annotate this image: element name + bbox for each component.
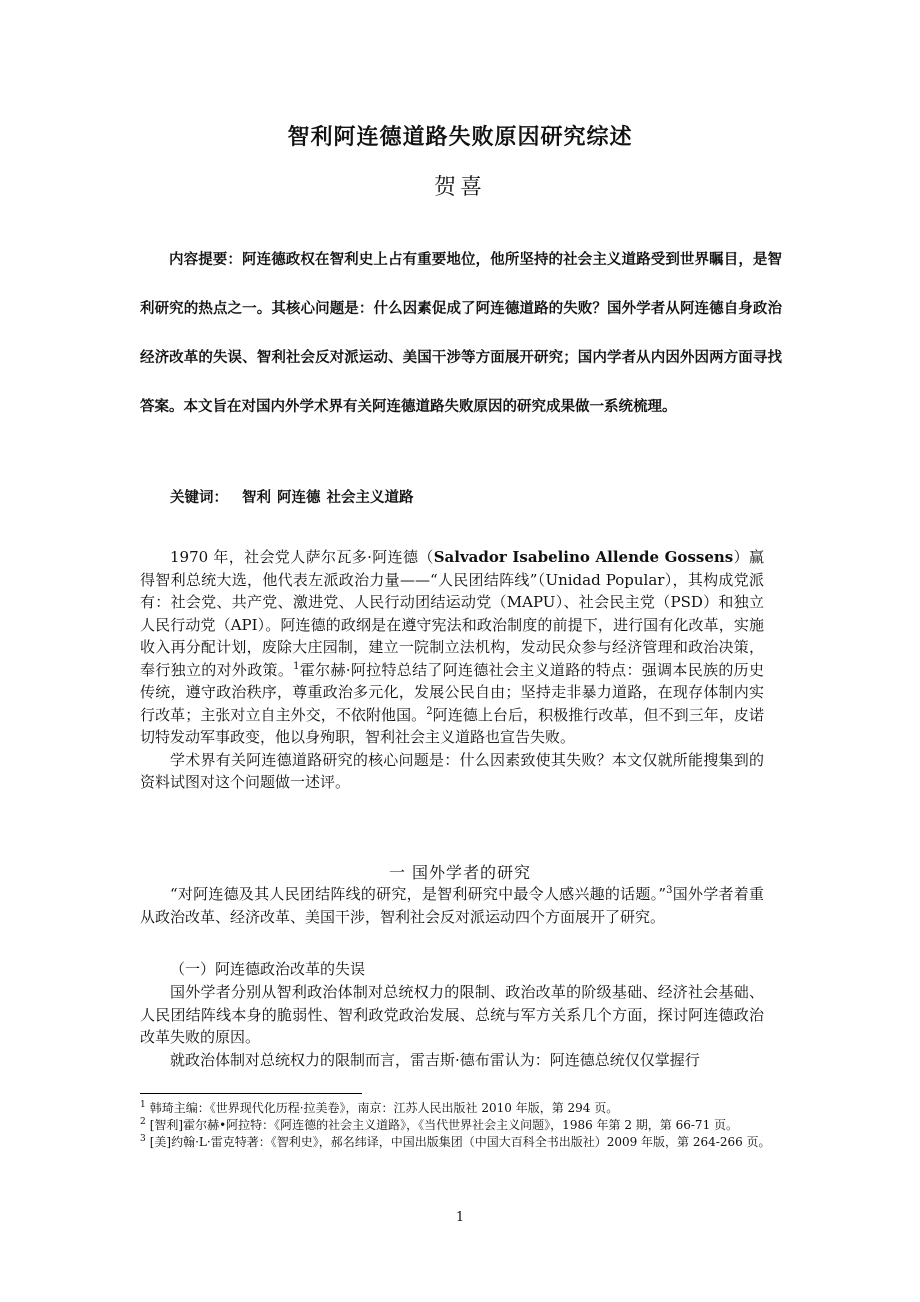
document-title: 智利阿连德道路失败原因研究综述	[287, 125, 633, 150]
intro-paragraph-1	[140, 546, 764, 749]
subsection-heading-1: （一）阿连德政治改革的失误	[170, 960, 366, 978]
keywords-label: 关键词：	[170, 490, 228, 506]
footnote-number: 2	[140, 1117, 146, 1127]
footnote-1	[140, 1100, 782, 1117]
page-number: 1	[455, 1210, 465, 1225]
footnote-ref-2: 2	[426, 705, 433, 717]
footnote-text: [智利]霍尔赫•阿拉特：《阿连德的社会主义道路》，《当代世界社会主义问题》，1986 年第 2 期，第 66-71 页。	[149, 1118, 739, 1132]
text-run: 国外学者着重从政治改革、经济改革、美国干涉，智利社会反对派运动四个方面展开了研究。	[140, 885, 764, 926]
text-run: ）赢得智利总统大选，他代表左派政治力量——“人民团结阵线”（Unidad Popular），其构成党派有：社会党、共产党、激进党、人民行动团结运动党（MAPU）、社会民主党（PSD）和独立人民行动党（API）。阿连德的政纲是在遵守宪法和政治制度的前提下，进行国有化改革，实施收入再分配计划，废除大庄园制，建立一院制立法机构，发动民众参与经济管理和政治决策，奉行独立的对外政策。	[140, 548, 764, 679]
text-run: 阿连德上台后，积极推行改革，但不到三年，皮诺切特发动军事政变，他以身殉职，智利社会主义道路也宣告失败。	[140, 705, 764, 746]
footnote-ref-1: 1	[293, 660, 300, 672]
footnote-divider	[140, 1093, 362, 1094]
intro-paragraph-2: 学术界有关阿连德道路研究的核心问题是：什么因素致使其失败？本文仅就所能搜集到的资料试图对这个问题做一述评。	[140, 750, 764, 791]
section-1-body	[140, 883, 764, 928]
keywords	[170, 486, 414, 507]
keyword-term: 社会主义道路	[326, 490, 414, 506]
text-run: 1970 年，社会党人萨尔瓦多·阿连德（	[170, 548, 434, 566]
footnote-number: 3	[140, 1134, 146, 1144]
subsection-1-body	[140, 981, 764, 1071]
footnote-text: [美]约翰·L·雷克特著：《智利史》，郝名纬译，中国出版集团（中国大百科全书出版社）2009 年版，第 264-266 页。	[149, 1135, 771, 1149]
intro-section	[140, 546, 764, 794]
footnote-2	[140, 1117, 782, 1134]
footnote-number: 1	[140, 1100, 146, 1110]
footnotes	[140, 1100, 782, 1151]
subsection-1-paragraph-1: 国外学者分别从智利政治体制对总统权力的限制、政治改革的阶级基础、经济社会基础、人民团结阵线本身的脆弱性、智利政党政治发展、总统与军方关系几个方面，探讨阿连德政治改革失败的原因。	[140, 983, 764, 1046]
abstract	[140, 236, 782, 432]
section-1-paragraph	[140, 883, 764, 928]
keyword-term: 阿连德	[277, 490, 321, 506]
abstract-label: 内容提要：	[169, 252, 242, 268]
allende-full-name: Salvador Isabelino Allende Gossens	[433, 548, 734, 566]
section-heading-1: 一 国外学者的研究	[388, 863, 532, 882]
keyword-term: 智利	[242, 490, 271, 506]
text-run: 霍尔赫·阿拉特总结了阿连德社会主义道路的特点：强调本民族的历史传统，遵守政治秩序，尊重政治多元化，发展公民自由；坚持走非暴力道路，在现存体制内实行改革；主张对立自主外交，不依附他国。	[140, 660, 764, 724]
abstract-text: 阿连德政权在智利史上占有重要地位，他所坚持的社会主义道路受到世界瞩目，是智利研究的热点之一。其核心问题是：什么因素促成了阿连德道路的失败？国外学者从阿连德自身政治经济改革的失误、智利社会反对派运动、美国干涉等方面展开研究；国内学者从内因外因两方面寻找答案。本文旨在对国内外学术界有关阿连德道路失败原因的研究成果做一系统梳理。	[140, 252, 783, 415]
footnote-text: 韩琦主编：《世界现代化历程·拉美卷》，南京：江苏人民出版社 2010 年版，第 294 页。	[149, 1101, 619, 1115]
footnote-ref-3: 3	[666, 885, 673, 896]
quote-text: “对阿连德及其人民团结阵线的研究，是智利研究中最令人感兴趣的话题。”	[170, 885, 667, 903]
author-name: 贺喜	[433, 175, 486, 200]
footnote-3	[140, 1134, 782, 1151]
subsection-1-paragraph-2: 就政治体制对总统权力的限制而言，雷吉斯·德布雷认为：阿连德总统仅仅掌握行	[170, 1050, 700, 1069]
